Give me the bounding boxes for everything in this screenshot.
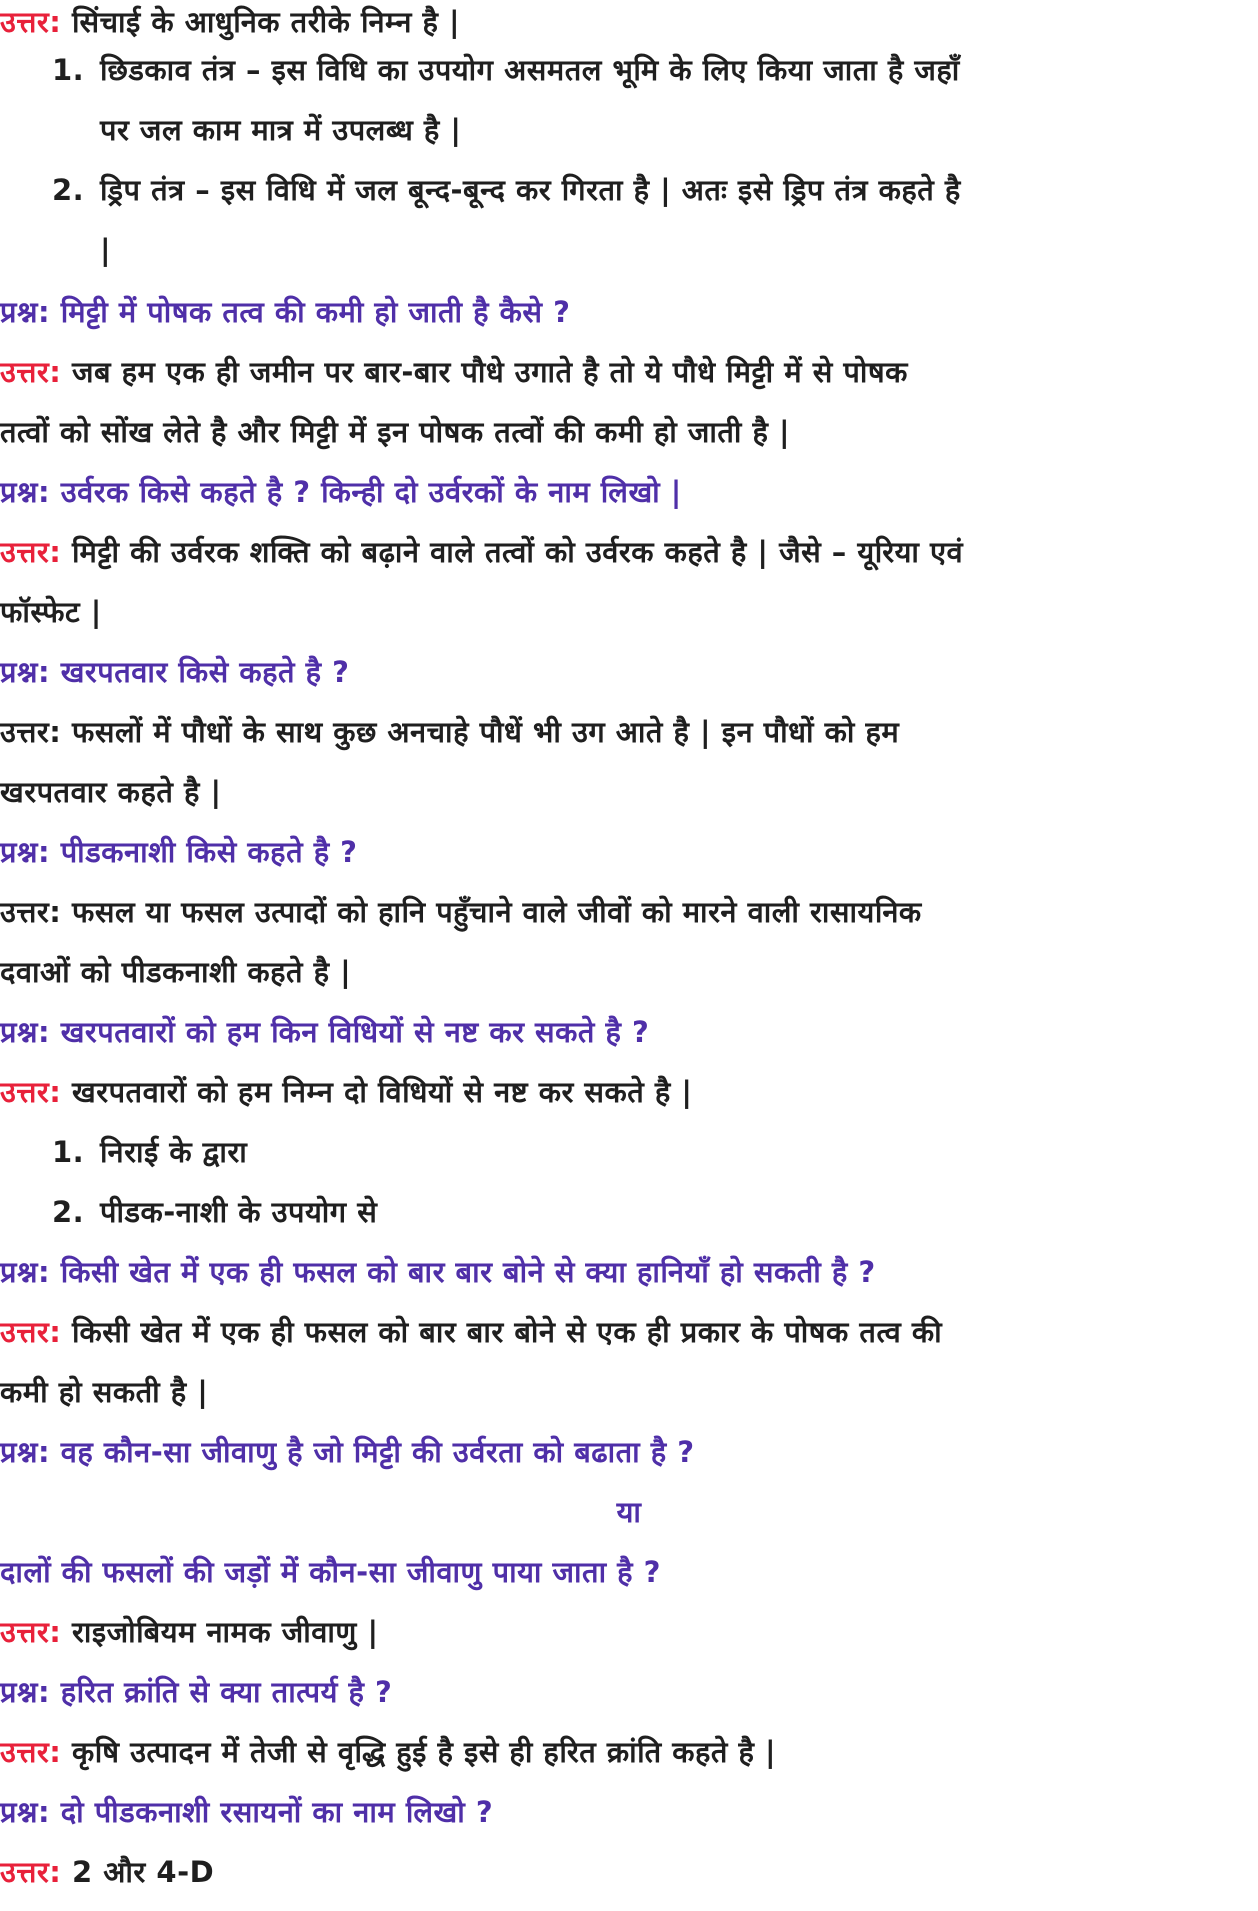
question-text: हरित क्रांति से क्या तात्पर्य है ? (50, 1675, 393, 1709)
list-number: 1. (52, 1135, 85, 1169)
question-text: दालों की फसलों की जड़ों में कौन-सा जीवाणु पाया जाता है ? (0, 1555, 661, 1589)
list-text: पर जल काम मात्र में उपलब्ध है | (100, 113, 462, 147)
list-number: 1. (52, 53, 85, 87)
answer-text: किसी खेत में एक ही फसल को बार बार बोने से एक ही प्रकार के पोषक तत्व की (61, 1315, 943, 1349)
answer-line (0, 1842, 1258, 1902)
answer-line (0, 1722, 1258, 1782)
answer-continuation (0, 1362, 1258, 1422)
question-text: मिट्टी में पोषक तत्व की कमी हो जाती है कैसे ? (50, 295, 571, 329)
question-label: प्रश्न: (0, 1015, 51, 1049)
list-item (52, 1122, 1258, 1182)
question-label: प्रश्न: (0, 1795, 51, 1829)
answer-line (0, 1062, 1258, 1122)
answer-label: उत्तर: (0, 1855, 62, 1889)
answer-text: राइजोबियम नामक जीवाणु | (61, 1615, 379, 1649)
answer-text: दवाओं को पीडकनाशी कहते है | (0, 955, 352, 989)
answer-text: मिट्टी की उर्वरक शक्ति को बढ़ाने वाले तत्वों को उर्वरक कहते है | जैसे – यूरिया एवं (61, 535, 964, 569)
answer-line (0, 522, 1258, 582)
answer-text: कमी हो सकती है | (0, 1375, 209, 1409)
answer-text: सिंचाई के आधुनिक तरीके निम्न है | (61, 5, 461, 39)
answer-continuation (0, 762, 1258, 822)
list-item-continuation (100, 220, 1258, 280)
list-item-continuation (100, 100, 1258, 160)
answer-line (0, 882, 1258, 942)
list-text: पीडक-नाशी के उपयोग से (100, 1195, 378, 1229)
answer-text: तत्वों को सोंख लेते है और मिट्टी में इन पोषक तत्वों की कमी हो जाती है | (0, 415, 791, 449)
list-text: छिडकाव तंत्र – इस विधि का उपयोग असमतल भूमि के लिए किया जाता है जहाँ (100, 53, 960, 87)
answer-label: उत्तर: (0, 1615, 62, 1649)
question-line (0, 1542, 1258, 1602)
answer-label: उत्तर: (0, 1315, 62, 1349)
or-separator (0, 1482, 1258, 1542)
question-label: प्रश्न: (0, 835, 51, 869)
question-line (0, 1422, 1258, 1482)
answer-label: उत्तर: (0, 1075, 62, 1109)
question-text: किसी खेत में एक ही फसल को बार बार बोने से क्या हानियाँ हो सकती है ? (50, 1255, 876, 1289)
list-number: 2. (52, 173, 85, 207)
answer-text: फसल या फसल उत्पादों को हानि पहुँचाने वाले जीवों को मारने वाली रासायनिक (61, 895, 922, 929)
list-item (52, 40, 1258, 100)
question-line (0, 1662, 1258, 1722)
answer-text: खरपतवार कहते है | (0, 775, 222, 809)
question-line (0, 1782, 1258, 1842)
answer-line (0, 342, 1258, 402)
answer-text: फॉस्फेट | (0, 595, 102, 629)
answer-label: उत्तर: (0, 895, 62, 929)
question-label: प्रश्न: (0, 475, 51, 509)
answer-label: उत्तर: (0, 1735, 62, 1769)
question-line (0, 1002, 1258, 1062)
list-text: | (100, 233, 112, 267)
answer-text: फसलों में पौधों के साथ कुछ अनचाहे पौधें भी उग आते है | इन पौधों को हम (61, 715, 900, 749)
question-text: वह कौन-सा जीवाणु है जो मिट्टी की उर्वरता को बढाता है ? (50, 1435, 695, 1469)
question-line (0, 642, 1258, 702)
question-text: खरपतवार किसे कहते है ? (50, 655, 350, 689)
answer-continuation (0, 402, 1258, 462)
answer-label: उत्तर: (0, 355, 62, 389)
answer-text: 2 और 4-D (61, 1855, 215, 1889)
answer-text: खरपतवारों को हम निम्न दो विधियों से नष्ट कर सकते है | (61, 1075, 693, 1109)
answer-line (0, 702, 1258, 762)
answer-text: जब हम एक ही जमीन पर बार-बार पौधे उगाते है तो ये पौधे मिट्टी में से पोषक (61, 355, 908, 389)
list-number: 2. (52, 1195, 85, 1229)
question-label: प्रश्न: (0, 1675, 51, 1709)
question-label: प्रश्न: (0, 1255, 51, 1289)
question-text: पीडकनाशी किसे कहते है ? (50, 835, 358, 869)
list-text: निराई के द्वारा (100, 1135, 248, 1169)
answer-continuation (0, 582, 1258, 642)
list-item (52, 160, 1258, 220)
answer-line (0, 1602, 1258, 1662)
answer-label: उत्तर: (0, 5, 62, 39)
question-line (0, 462, 1258, 522)
list-text: ड्रिप तंत्र – इस विधि में जल बून्द-बून्द कर गिरता है | अतः इसे ड्रिप तंत्र कहते है (100, 173, 961, 207)
question-label: प्रश्न: (0, 655, 51, 689)
or-text: या (616, 1495, 642, 1529)
question-text: उर्वरक किसे कहते है ? किन्ही दो उर्वरकों के नाम लिखो | (50, 475, 682, 509)
question-line (0, 822, 1258, 882)
question-label: प्रश्न: (0, 295, 51, 329)
answer-label: उत्तर: (0, 715, 62, 749)
answer-text: कृषि उत्पादन में तेजी से वृद्धि हुई है इसे ही हरित क्रांति कहते है | (61, 1735, 777, 1769)
answer-line (0, 1302, 1258, 1362)
question-text: दो पीडकनाशी रसायनों का नाम लिखो ? (50, 1795, 494, 1829)
question-line (0, 1242, 1258, 1302)
question-line (0, 282, 1258, 342)
question-label: प्रश्न: (0, 1435, 51, 1469)
answer-label: उत्तर: (0, 535, 62, 569)
question-text: खरपतवारों को हम किन विधियों से नष्ट कर सकते है ? (50, 1015, 650, 1049)
answer-continuation (0, 942, 1258, 1002)
list-item (52, 1182, 1258, 1242)
